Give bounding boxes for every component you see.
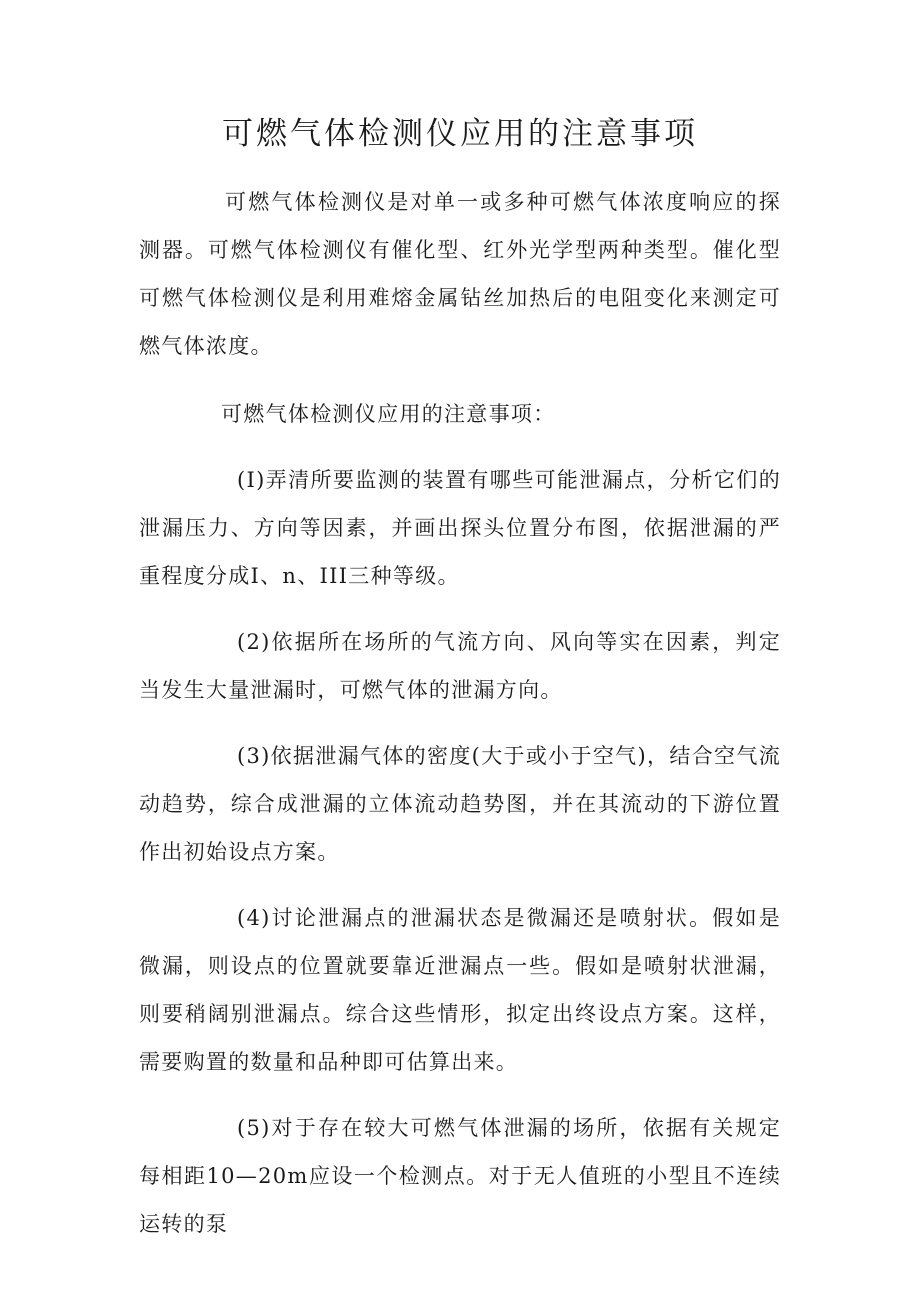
intro-paragraph: 可燃气体检测仪是对单一或多种可燃气体浓度响应的探测器。可燃气体检测仪有催化型、红外光学型两种类型。催化型可燃气体检测仪是利用难熔金属钻丝加热后的电阻变化来测定可燃气体浓度。 xyxy=(139,190,781,358)
page-title: 可燃气体检测仪应用的注意事项 xyxy=(222,116,698,152)
precaution-item-3: (3)依据泄漏气体的密度(大于或小于空气)，结合空气流动趋势，综合成泄漏的立体流动趋势图，并在其流动的下游位置作出初始设点方案。 xyxy=(139,744,781,864)
precaution-item-2: (2)依据所在场所的气流方向、风向等实在因素，判定当发生大量泄漏时，可燃气体的泄漏方向。 xyxy=(139,630,781,702)
document-body xyxy=(139,178,781,1266)
precaution-item-1: (I)弄清所要监测的装置有哪些可能泄漏点，分析它们的泄漏压力、方向等因素，并画出探头位置分布图，依据泄漏的严重程度分成I、n、III三种等级。 xyxy=(139,468,781,588)
precautions-heading: 可燃气体检测仪应用的注意事项： xyxy=(221,402,556,426)
precaution-item-5: (5)对于存在较大可燃气体泄漏的场所，依据有关规定每相距10—20m应设一个检测点。对于无人值班的小型且不连续运转的泵 xyxy=(139,1116,781,1236)
precaution-item-4: (4)讨论泄漏点的泄漏状态是微漏还是喷射状。假如是微漏，则设点的位置就要靠近泄漏点一些。假如是喷射状泄漏，则要稍阔别泄漏点。综合这些情形，拟定出终设点方案。这样，需要购置的数量和品种即可估算出来。 xyxy=(139,906,781,1074)
